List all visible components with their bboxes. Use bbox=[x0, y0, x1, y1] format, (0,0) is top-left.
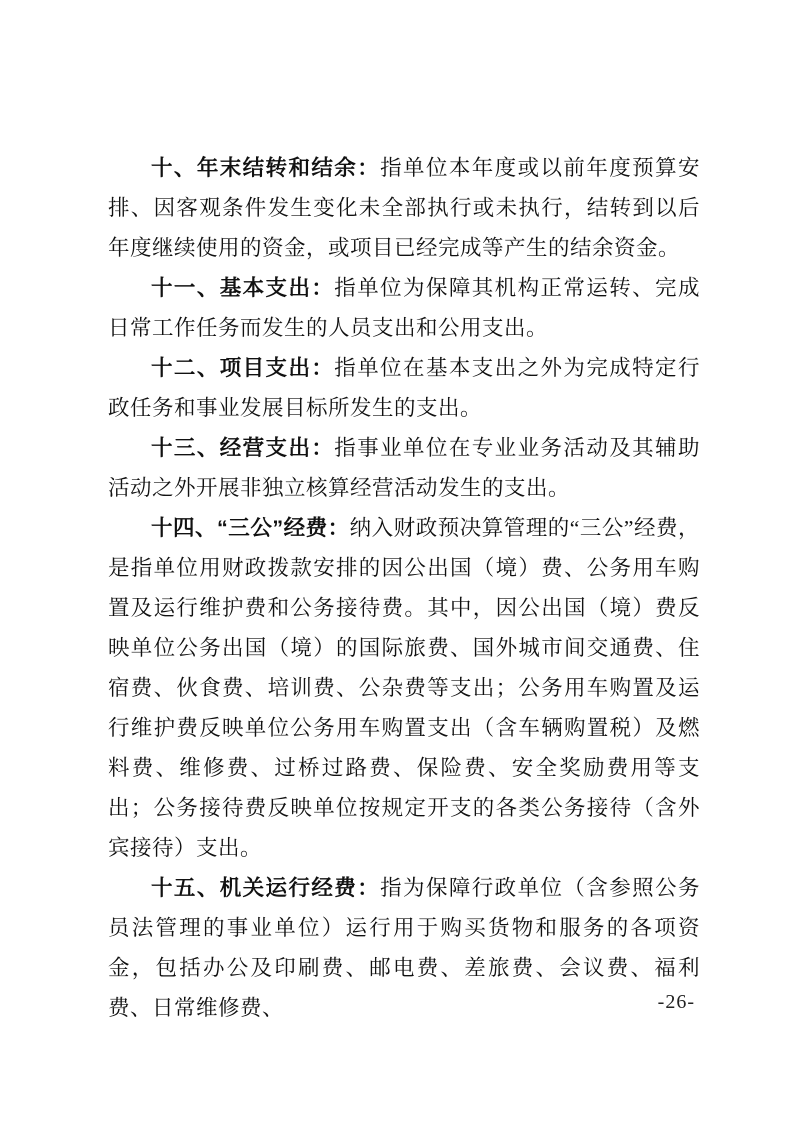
definition-paragraph bbox=[108, 148, 700, 268]
term-definition: 指单位为保障其机构正常运转、完成日常工作任务而发生的人员支出和公用支出。 bbox=[108, 276, 700, 340]
term-definition: 指单位在基本支出之外为完成特定行政任务和事业发展目标所发生的支出。 bbox=[108, 356, 700, 420]
term-definition: 指为保障行政单位（含参照公务员法管理的事业单位）运行用于购买货物和服务的各项资金，包括办公及印刷费、邮电费、差旅费、会议费、福利费、日常维修费、 bbox=[108, 876, 700, 1020]
term-heading: 十二、项目支出： bbox=[151, 356, 335, 380]
definitions-section bbox=[108, 148, 700, 1028]
definition-paragraph bbox=[108, 428, 700, 508]
term-heading: 十一、基本支出： bbox=[151, 276, 335, 300]
term-definition: 指事业单位在专业业务活动及其辅助活动之外开展非独立核算经营活动发生的支出。 bbox=[108, 436, 700, 500]
page-number: -26- bbox=[657, 991, 695, 1013]
definition-paragraph bbox=[108, 268, 700, 348]
term-definition: 指单位本年度或以前年度预算安排、因客观条件发生变化未全部执行或未执行，结转到以后年度继续使用的资金，或项目已经完成等产生的结余资金。 bbox=[108, 156, 700, 260]
term-heading: 十五、机关运行经费： bbox=[151, 876, 381, 900]
term-definition: 纳入财政预决算管理的“三公”经费，是指单位用财政拨款安排的因公出国（境）费、公务用车购置及运行维护费和公务接待费。其中，因公出国（境）费反映单位公务出国（境）的国际旅费、国外城市间交通费、住宿费、伙食费、培训费、公杂费等支出；公务用车购置及运行维护费反映单位公务用车购置支出（含车辆购置税）及燃料费、维修费、过桥过路费、保险费、安全奖励费用等支出；公务接待费反映单位按规定开支的各类公务接待（含外宾接待）支出。 bbox=[108, 516, 700, 860]
term-heading: 十、年末结转和结余： bbox=[151, 156, 381, 180]
definition-paragraph bbox=[108, 508, 700, 868]
definition-paragraph bbox=[108, 348, 700, 428]
term-heading: 十四、“三公”经费： bbox=[151, 516, 350, 540]
definition-paragraph bbox=[108, 868, 700, 1028]
term-heading: 十三、经营支出： bbox=[151, 436, 335, 460]
